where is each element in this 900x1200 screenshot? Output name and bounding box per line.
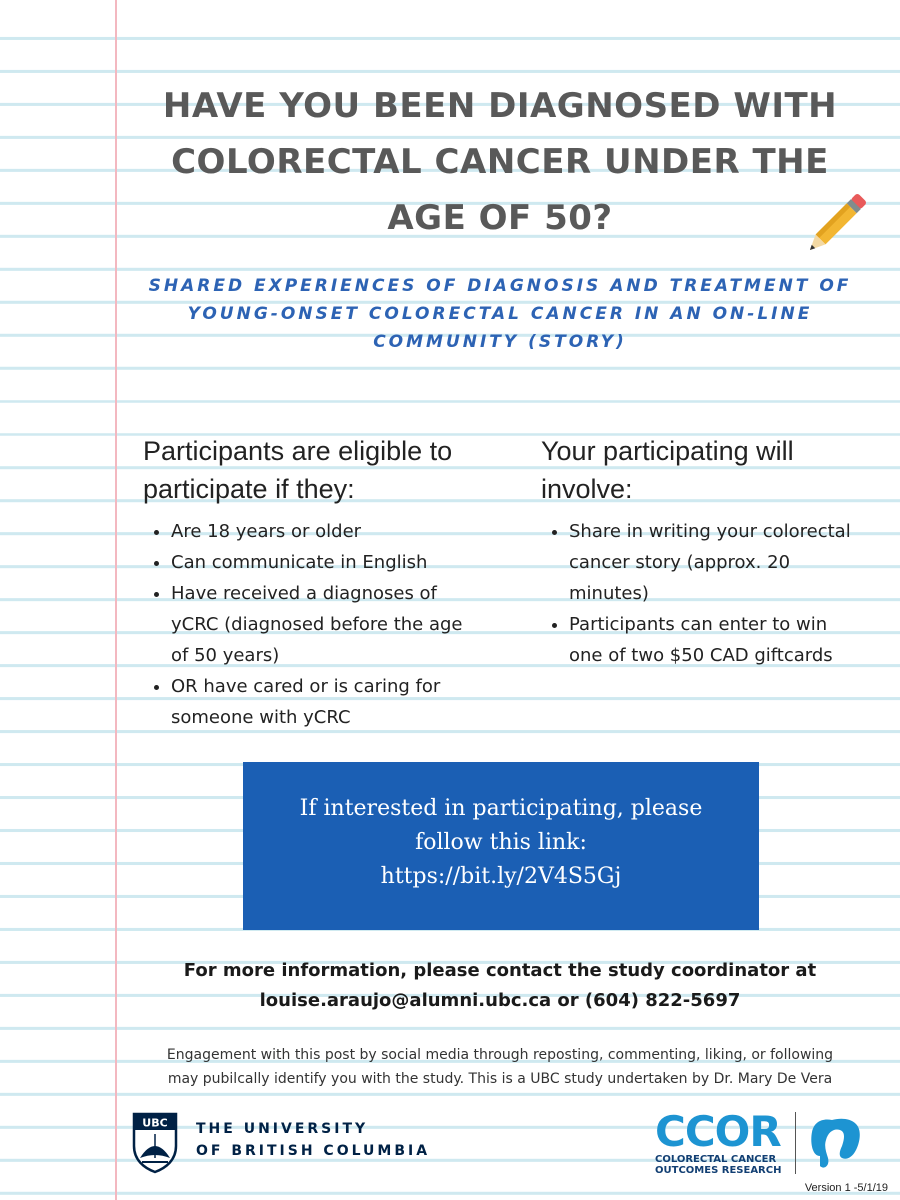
- involvement-heading: Your participating will involve:: [541, 436, 794, 504]
- headline-line-1: HAVE YOU BEEN DIAGNOSED WITH: [162, 86, 838, 126]
- eligibility-column: [143, 432, 473, 733]
- contact-line-1: For more information, please contact the study coordinator at: [183, 960, 817, 981]
- subtitle-line-3: COMMUNITY (STORY): [373, 332, 627, 352]
- disclaimer-line-2: may pubilcally identify you with the study. This is a UBC study undertaken by Dr. Mary De Vera: [167, 1071, 833, 1087]
- ubc-wordmark: [196, 1118, 430, 1162]
- headline-line-3: AGE OF 50?: [387, 198, 613, 238]
- list-item: • Have received a diagnoses of yCRC (diagnosed before the age of 50 years): [171, 578, 473, 671]
- contact-line-2[interactable]: louise.araujo@alumni.ubc.ca or (604) 822-5697: [259, 990, 741, 1011]
- disclaimer: [125, 1043, 875, 1091]
- list-item: • Share in writing your colorectal cancer story (approx. 20 minutes): [569, 516, 861, 609]
- involvement-column: [541, 432, 861, 671]
- ubc-shield-logo: [132, 1112, 178, 1174]
- list-item: • OR have cared or is caring for someone with yCRC: [171, 671, 473, 733]
- ccor-name-line-1: COLORECTAL CANCER: [655, 1154, 777, 1165]
- version-label: Version 1 -5/1/19: [804, 1182, 888, 1194]
- headline-line-2: COLORECTAL CANCER UNDER THE: [171, 142, 829, 182]
- study-subtitle: [120, 272, 880, 356]
- logo-divider: [795, 1112, 796, 1174]
- contact-info: [120, 956, 880, 1016]
- ccor-logo: [655, 1107, 782, 1176]
- participation-link-box: [243, 762, 759, 930]
- eligibility-list: [143, 516, 473, 733]
- disclaimer-line-1: Engagement with this post by social media through reposting, commenting, liking, or following: [166, 1047, 834, 1063]
- list-item: • Can communicate in English: [171, 547, 473, 578]
- colon-icon: [806, 1112, 866, 1172]
- headline: [120, 78, 880, 246]
- ubc-logo-text: UBC: [142, 1116, 168, 1130]
- ubc-name-line-1: THE UNIVERSITY: [196, 1121, 369, 1137]
- eligibility-heading: Participants are eligible to participate if they:: [143, 436, 453, 504]
- cta-line-2: follow this link:: [415, 830, 587, 855]
- subtitle-line-2: YOUNG-ONSET COLORECTAL CANCER IN AN ON-LINE: [187, 304, 813, 324]
- list-item: • Are 18 years or older: [171, 516, 473, 547]
- involvement-list: [541, 516, 861, 671]
- ubc-name-line-2: OF BRITISH COLUMBIA: [196, 1143, 431, 1159]
- notebook-margin-line: [115, 0, 117, 1200]
- pencil-icon: [798, 190, 870, 262]
- subtitle-line-1: SHARED EXPERIENCES OF DIAGNOSIS AND TREATMENT OF: [148, 276, 852, 296]
- list-item: • Participants can enter to win one of two $50 CAD giftcards: [569, 609, 861, 671]
- ccor-full-name: [655, 1154, 781, 1176]
- cta-line-1: If interested in participating, please: [299, 796, 703, 821]
- ccor-name-line-2: OUTCOMES RESEARCH: [655, 1165, 782, 1176]
- ccor-acronym: CCOR: [655, 1107, 781, 1156]
- study-link[interactable]: https://bit.ly/2V4S5Gj: [380, 864, 622, 889]
